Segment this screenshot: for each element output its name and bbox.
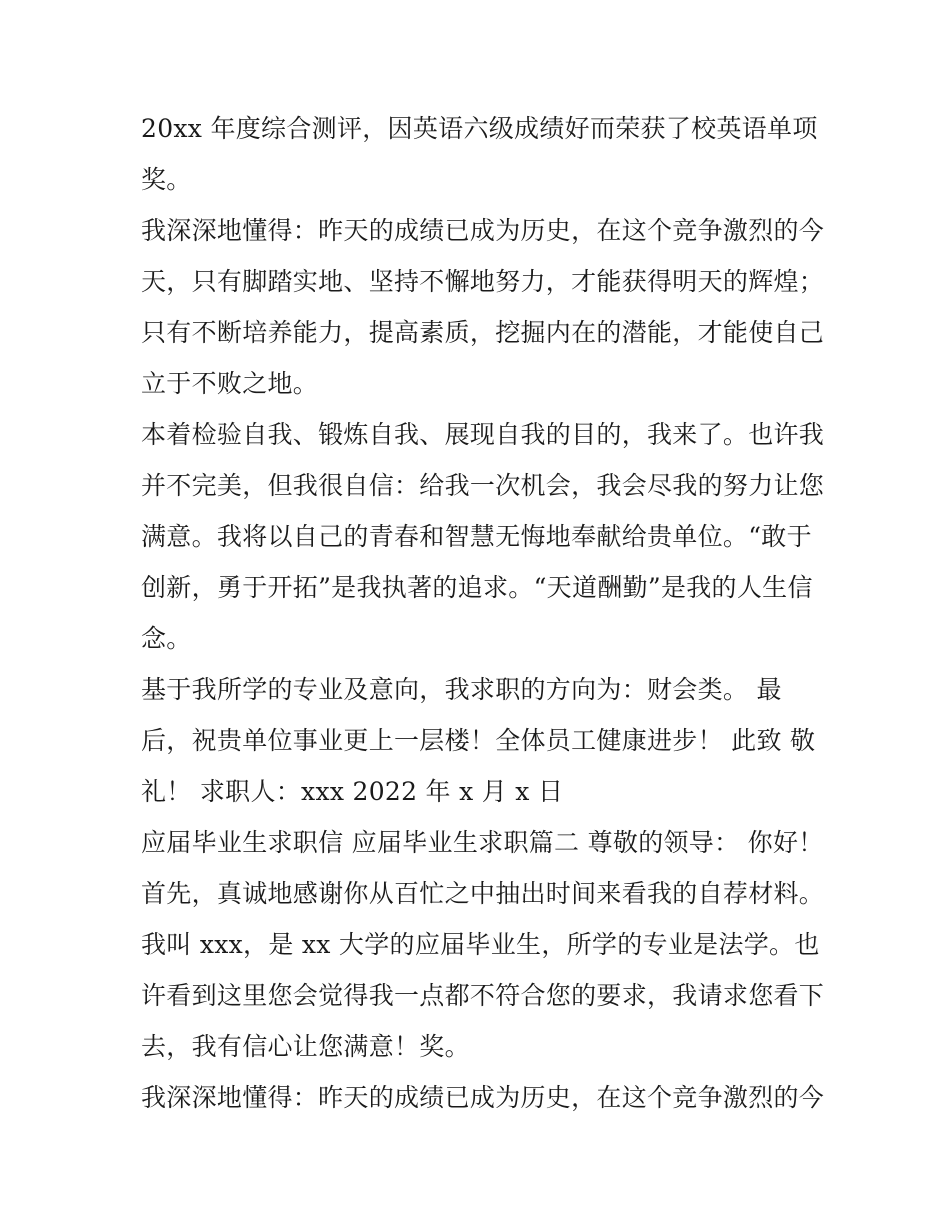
text-line: 后，祝贵单位事业更上一层楼！全体员工健康进步！ 此致 敬	[141, 726, 816, 755]
text-line: 应届毕业生求职信 应届毕业生求职篇二 尊敬的领导： 你好！	[141, 828, 824, 857]
text-line: 满意。我将以自己的青春和智慧无悔地奉献给贵单位。“敢于	[141, 522, 812, 551]
text-line: 天，只有脚踏实地、坚持不懈地努力，才能获得明天的辉煌；	[141, 267, 825, 296]
text-line: 只有不断培养能力，提高素质，挖掘内在的潜能，才能使自己	[141, 318, 825, 347]
text-line: 并不完美，但我很自信：给我一次机会，我会尽我的努力让您	[141, 471, 825, 500]
text-line: 基于我所学的专业及意向，我求职的方向为：财会类。 最	[141, 675, 782, 704]
text-line: 本着检验自我、锻炼自我、展现自我的目的，我来了。也许我	[141, 420, 825, 449]
text-line: 去，我有信心让您满意！奖。	[141, 1032, 470, 1061]
text-line: 创新，勇于开拓”是我执著的追求。“天道酬勤”是我的人生信	[141, 573, 813, 602]
text-line: 礼！ 求职人：xxx 2022 年 x 月 x 日	[141, 777, 564, 806]
text-line: 我叫 xxx，是 xx 大学的应届毕业生，所学的专业是法学。也	[141, 930, 820, 959]
text-line: 立于不败之地。	[141, 369, 319, 398]
text-line: 我深深地懂得：昨天的成绩已成为历史，在这个竞争激烈的今	[141, 1083, 825, 1112]
text-line: 念。	[141, 624, 192, 653]
text-line: 奖。	[141, 165, 192, 194]
text-line: 我深深地懂得：昨天的成绩已成为历史，在这个竞争激烈的今	[141, 216, 825, 245]
text-line: 20xx 年度综合测评，因英语六级成绩好而荣获了校英语单项	[141, 114, 818, 143]
text-line: 首先，真诚地感谢你从百忙之中抽出时间来看我的自荐材料。	[141, 879, 825, 908]
text-line: 许看到这里您会觉得我一点都不符合您的要求，我请求您看下	[141, 981, 825, 1010]
document-body	[141, 103, 825, 1123]
